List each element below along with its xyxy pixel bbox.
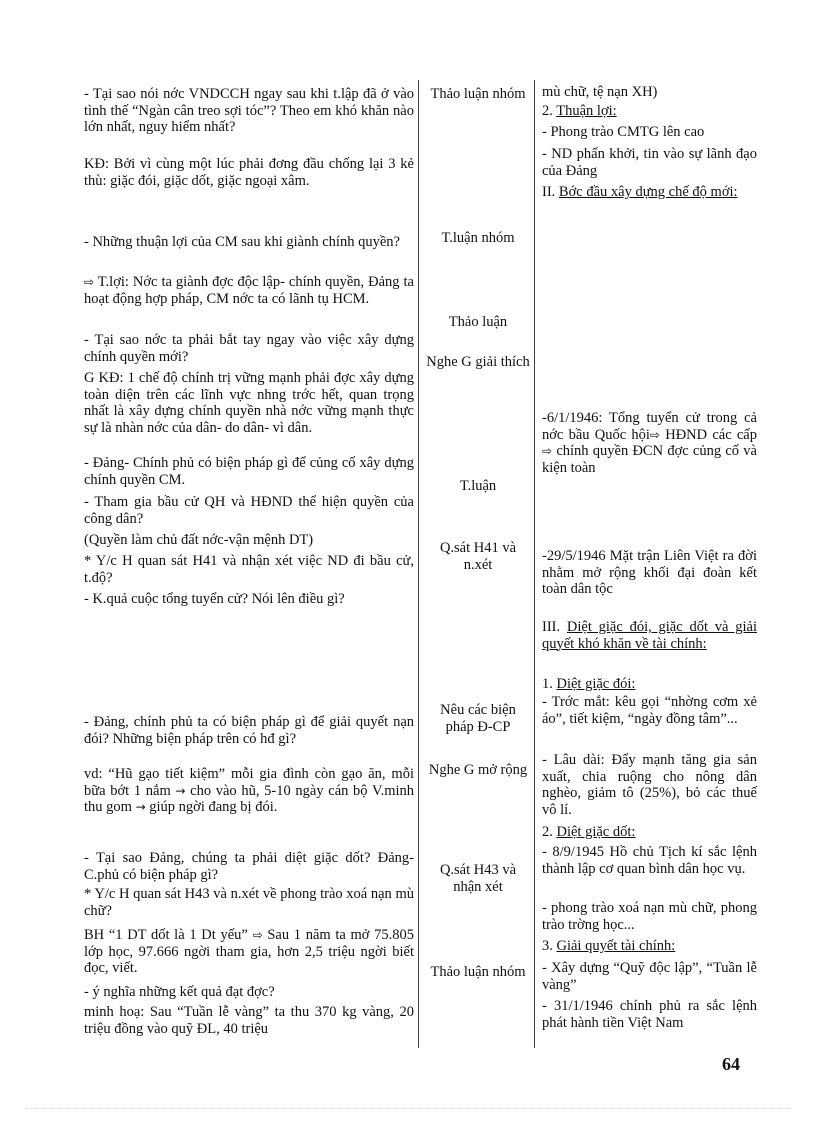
question-4: - Đảng- Chính phủ có biện pháp gì để củng cố xây dựng chính quyền CM. [84, 455, 414, 488]
answer-2 [84, 274, 414, 307]
example-text-a: vd: “Hũ gạo tiết kiệm” mỗi gia đình còn gạo ăn, mỗi bữa bớt 1 nắm [84, 766, 414, 799]
section-heading [542, 619, 757, 652]
question-5: - Tham gia bầu cử QH và HĐND thể hiện quyền của công dân? [84, 494, 414, 527]
example-text-c: giúp ngời đang bị đói. [149, 799, 278, 815]
section-number: 3. [542, 938, 557, 954]
content-line: - Lâu dài: Đẩy mạnh tăng gia sản xuất, chia ruộng cho nông dân nghèo, giảm tô (25%), bỏ các thuế vô lí. [542, 752, 757, 818]
content-line [542, 410, 757, 476]
double-arrow-icon: ⇨ [649, 427, 660, 442]
illustration-text-b: Sau 1 năm ta mở 75.805 lớp học, 97.666 ngời tham gia, hơn 2,5 triệu ngời biết đọc, viết. [84, 927, 415, 976]
question-7: - K.quả cuộc tổng tuyển cử? Nói lên điều gì? [84, 591, 345, 607]
example-text-b: cho vào hũ, 5-10 ngày cán bộ V.minh thu gom [84, 782, 414, 815]
question-10: * Y/c H quan sát H43 và n.xét về phong trào xoá nạn mù chữ? [84, 886, 414, 919]
section-number: II. [542, 184, 559, 200]
activity-label: T.luận [459, 478, 497, 494]
section-number: 2. [542, 103, 557, 119]
activity-label: Nghe G giải thích [426, 354, 530, 370]
answer-5: (Quyền làm chủ đất nớc-vận mệnh DT) [84, 532, 314, 548]
activity-label: Nêu các biện pháp Đ-CP [440, 702, 516, 735]
activity-label: Q.sát H43 và nhận xét [439, 862, 517, 895]
section-title: Diệt giặc dốt: [556, 824, 636, 840]
illustration-text-a: BH “1 DT dốt là 1 Dt yếu” [84, 927, 248, 943]
activity-label: Thảo luận nhóm [430, 86, 526, 102]
column-divider-left [418, 80, 419, 1048]
content-line: - ND phấn khởi, tin vào sự lãnh đạo của Đảng [542, 146, 757, 179]
content-line: - 8/9/1945 Hồ chủ Tịch kí sắc lệnh thành lập cơ quan bình dân học vụ. [542, 844, 757, 877]
content-line: mù chữ, tệ nạn XH) [542, 84, 658, 100]
section-number: 1. [542, 676, 557, 692]
activity-label: Nghe G mở rộng [428, 762, 528, 778]
arrow-right-icon: → [175, 783, 186, 798]
content-line: - Phong trào CMTG lên cao [542, 124, 705, 140]
section-title: Giải quyết tài chính: [556, 938, 676, 954]
section-heading [542, 938, 757, 955]
content-text-a: -6/1/1946: Tổng tuyển cử trong cả nớc bầu Quốc hội [542, 410, 757, 443]
section-title: Diệt giặc đói: [556, 676, 636, 692]
activity-label: Thảo luận nhóm [430, 964, 526, 980]
content-text-c: chính quyền ĐCN đợc củng cố và kiện toàn [542, 443, 757, 476]
double-arrow-icon: ⇨ [542, 444, 553, 458]
question-6: * Y/c H quan sát H41 và nhận xét việc ND đi bầu cử, t.độ? [84, 553, 414, 586]
activity-label: Thảo luận [448, 314, 508, 330]
question-2: - Những thuận lợi của CM sau khi giành chính quyền? [84, 234, 400, 250]
section-heading [542, 103, 757, 120]
content-line: - Trớc mắt: kêu gọi “nhờng cơm xẻ áo”, tiết kiệm, “ngày đồng tâm”... [542, 694, 757, 727]
content-line: -29/5/1946 Mặt trận Liên Việt ra đời nhằm mở rộng khối đại đoàn kết toàn dân tộc [542, 548, 757, 597]
section-heading [542, 676, 757, 693]
answer-1: KĐ: Bởi vì cùng một lúc phải đơng đầu chống lại 3 kẻ thù: giặc đói, giặc dốt, giặc ngoại xâm. [84, 156, 414, 189]
double-arrow-icon: ⇨ [252, 928, 263, 942]
activity-label: T.luận nhóm [441, 230, 515, 246]
section-number: 2. [542, 824, 557, 840]
section-title: Diệt giặc đói, giặc dốt và giải quyết khó khăn về tài chính: [542, 619, 757, 652]
answer-11: minh hoạ: Sau “Tuần lễ vàng” ta thu 370 kg vàng, 20 triệu đồng vào quỹ ĐL, 40 triệu [84, 1004, 414, 1037]
content-line: - phong trào xoá nạn mù chữ, phong trào trờng học... [542, 900, 757, 933]
content-line: - 31/1/1946 chính phủ ra sắc lệnh phát hành tiền Việt Nam [542, 998, 757, 1031]
bottom-dotted-divider [25, 1108, 791, 1109]
question-3: - Tại sao nớc ta phải bắt tay ngay vào việc xây dựng chính quyền mới? [84, 332, 414, 365]
example-hu-gao [84, 766, 414, 816]
section-title: Bớc đầu xây dựng chế độ mới: [558, 184, 738, 200]
double-arrow-icon: ⇨ [84, 275, 95, 289]
question-1: - Tại sao nói nớc VNDCCH ngay sau khi t.lập đã ở vào tình thế “Ngàn cân treo sợi tóc”? Theo em khó khăn nào lớn nhất, nguy hiểm nhất? [84, 86, 414, 135]
section-number: III. [542, 619, 567, 635]
arrow-right-icon: → [135, 800, 146, 814]
question-8: - Đảng, chính phủ ta có biện pháp gì để giải quyết nạn đói? Những biện pháp trên có hđ gì? [84, 714, 414, 747]
activity-label: Q.sát H41 và n.xét [439, 540, 517, 573]
content-line: - Xây dựng “Quỹ độc lập”, “Tuần lễ vàng” [542, 960, 757, 993]
illustration-literacy [84, 927, 414, 977]
column-divider-right [534, 80, 535, 1048]
answer-3: G KĐ: 1 chế độ chính trị vững mạnh phải đợc xây dựng toàn diện trên các lĩnh vực nhng trớc hết, quan trọng nhất là xây dựng chính quyền nhà nớc vững mạnh thực sự là nhàn nớc của dân- do dân- vì dân. [84, 370, 414, 436]
section-title: Thuận lợi: [556, 103, 617, 119]
page-number: 64 [722, 1054, 740, 1074]
answer-2-text: T.lợi: Nớc ta giành đợc độc lập- chính quyền, Đảng ta hoạt động hợp pháp, CM nớc ta có lãnh tụ HCM. [84, 274, 414, 307]
question-11: - ý nghĩa những kết quả đạt đợc? [84, 984, 275, 1000]
section-heading [542, 824, 757, 841]
question-9: - Tại sao Đảng, chúng ta phải diệt giặc dốt? Đảng- C.phủ có biện pháp gì? [84, 850, 414, 883]
section-heading [542, 184, 757, 201]
content-text-b: HĐND các cấp [665, 426, 757, 443]
